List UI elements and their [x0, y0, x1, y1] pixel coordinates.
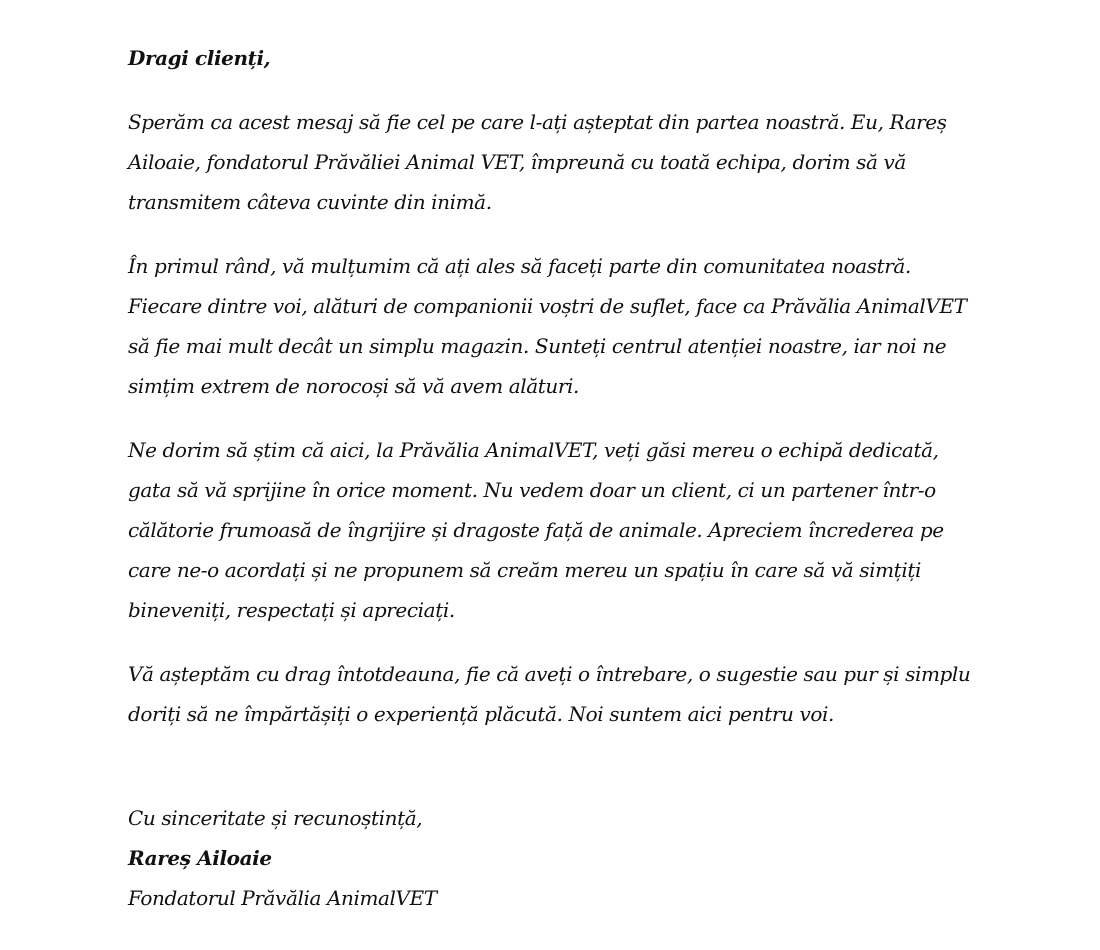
- letter-body: [128, 38, 978, 918]
- closing-line: Cu sinceritate și recunoștință,: [128, 806, 423, 830]
- greeting: Dragi clienți,: [128, 46, 271, 70]
- signature-name: Rareș Ailoaie: [128, 846, 272, 870]
- paragraph-intro: Sperăm ca acest mesaj să fie cel pe care l-ați așteptat din partea noastră. Eu, Rareș Ailoaie, fondatorul Prăvăliei Animal VET, împreună cu toată echipa, dorim să vă transmitem câteva cuvinte din inimă.: [128, 110, 947, 214]
- paragraph-invitation: Vă așteptăm cu drag întotdeauna, fie că aveți o întrebare, o sugestie sau pur și simplu doriți să ne împărtășiți o experiență plăcută. Noi suntem aici pentru voi.: [128, 662, 971, 726]
- closing-block: [128, 798, 978, 918]
- paragraph-team: Ne dorim să știm că aici, la Prăvălia AnimalVET, veți găsi mereu o echipă dedicată, gata să vă sprijine în orice moment. Nu vedem doar un client, ci un partener într-o călătorie frumoasă de îngrijire și dragoste față de animale. Apreciem încrederea pe care ne-o acordați și ne propunem să creăm mereu un spațiu în care să vă simțiți bineveniți, respectați și apreciați.: [128, 438, 944, 622]
- signature-title: Fondatorul Prăvălia AnimalVET: [128, 886, 437, 910]
- paragraph-thanks: În primul rând, vă mulțumim că ați ales să faceți parte din comunitatea noastră. Fiecare dintre voi, alături de companionii voștri de suflet, face ca Prăvălia AnimalVET să fie mai mult decât un simplu magazin. Sunteți centrul atenției noastre, iar noi ne simțim extrem de norocoși să vă avem alături.: [128, 254, 967, 398]
